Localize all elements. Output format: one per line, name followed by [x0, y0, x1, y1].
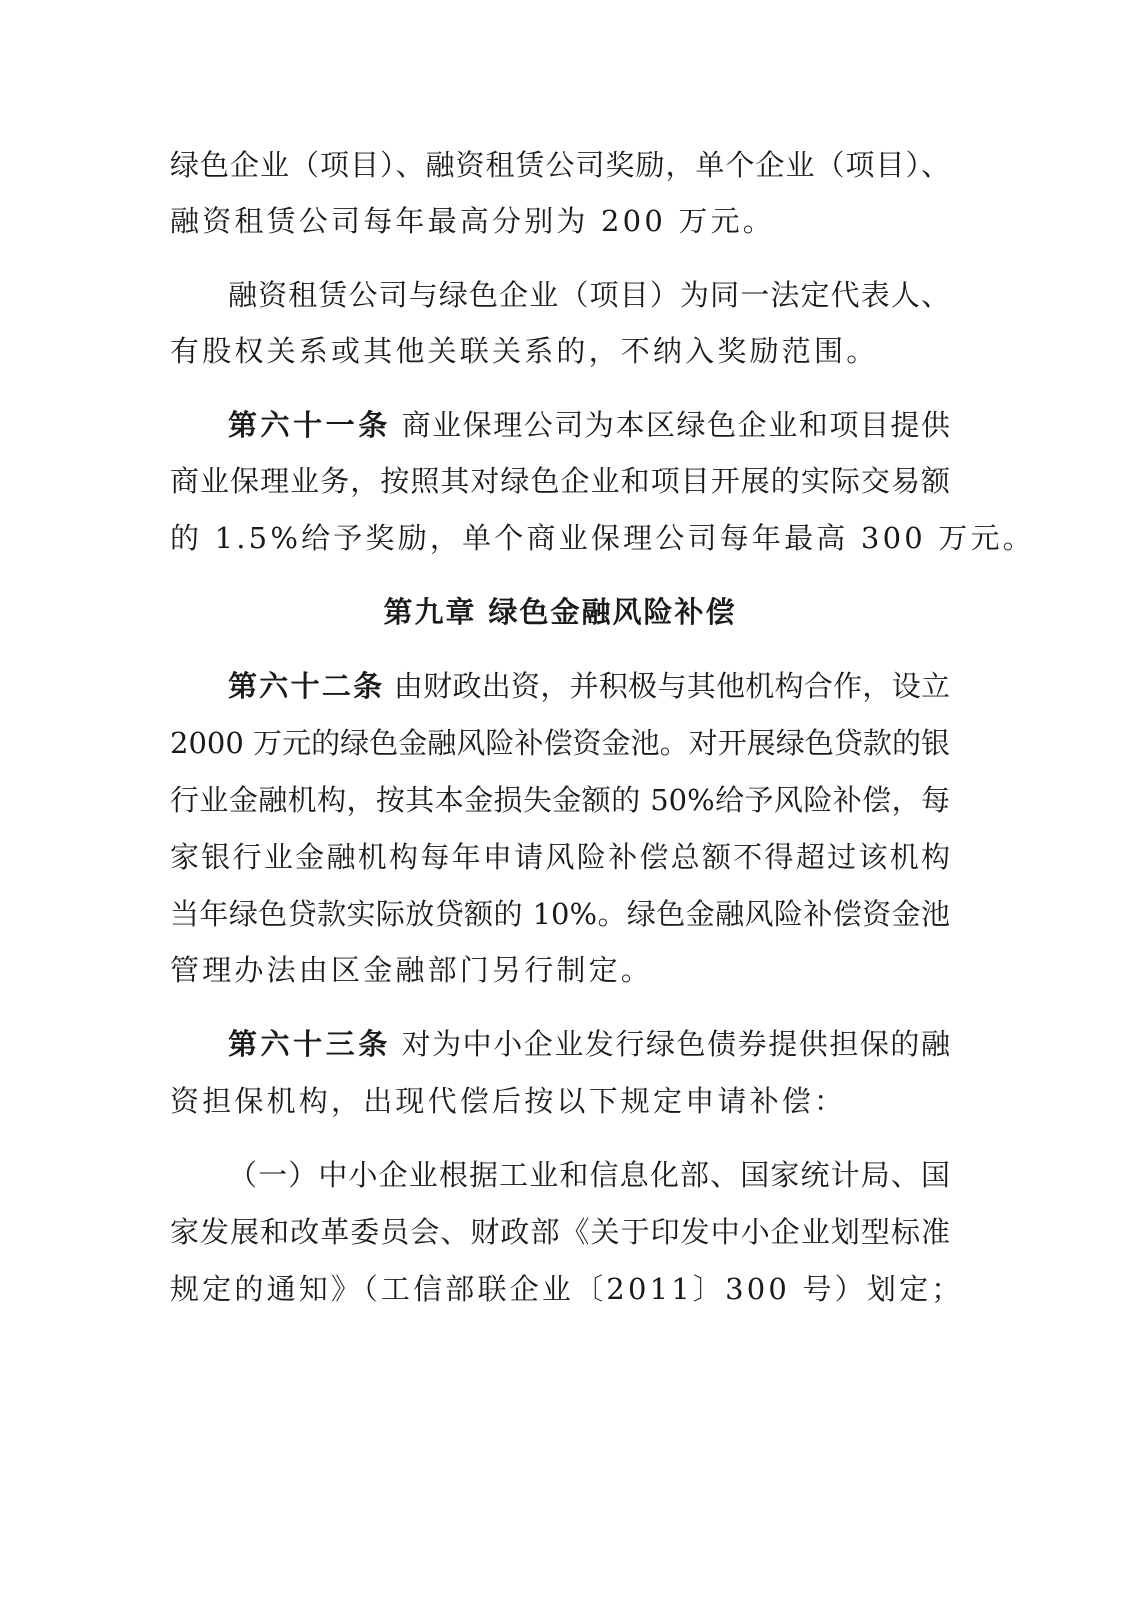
paragraph-text: 由财政出资，并积极与其他机构合作，设立: [393, 669, 950, 703]
paragraph-line: 融资租赁公司与绿色企业（项目）为同一法定代表人、: [228, 278, 950, 312]
paragraph-line: 家银行业金融机构每年申请风险补偿总额不得超过该机构: [170, 840, 950, 874]
paragraph-line: 当年绿色贷款实际放贷额的 10%。绿色金融风险补偿资金池: [170, 897, 950, 931]
article-62-label: 第六十二条: [228, 669, 385, 703]
article-62-first-line: [170, 666, 950, 706]
paragraph-line: 有股权关系或其他关联关系的，不纳入奖励范围。: [170, 334, 879, 368]
paragraph-line: 的 1.5%给予奖励，单个商业保理公司每年最高 300 万元。: [170, 521, 1035, 555]
article-63-first-line: [170, 1024, 950, 1064]
paragraph-line: 行业金融机构，按其本金损失金额的 50%给予风险补偿，每: [170, 783, 950, 817]
paragraph-line: 资担保机构，出现代偿后按以下规定申请补偿：: [170, 1084, 847, 1118]
paragraph-text: 商业保理公司为本区绿色企业和项目提供: [401, 408, 950, 442]
article-61-first-line: [170, 405, 950, 445]
paragraph-line: 规定的通知》（工信部联企业〔2011〕300 号）划定；: [170, 1272, 964, 1306]
article-63-label: 第六十三条: [228, 1027, 391, 1061]
paragraph-line: 管理办法由区金融部门另行制定。: [170, 953, 654, 987]
paragraph-line: 融资租赁公司每年最高分别为 200 万元。: [170, 204, 775, 238]
paragraph-text: 对为中小企业发行绿色债券提供担保的融: [401, 1027, 950, 1061]
paragraph-line: 家发展和改革委员会、财政部《关于印发中小企业划型标准: [170, 1215, 950, 1249]
paragraph-line: 商业保理业务，按照其对绿色企业和项目开展的实际交易额: [170, 464, 950, 498]
paragraph-line: 绿色企业（项目）、融资租赁公司奖励，单个企业（项目）、: [170, 148, 950, 182]
paragraph-line: 2000 万元的绿色金融风险补偿资金池。对开展绿色贷款的银: [170, 726, 950, 760]
paragraph-line: （一）中小企业根据工业和信息化部、国家统计局、国: [228, 1158, 950, 1192]
article-61-label: 第六十一条: [228, 408, 391, 442]
chapter-heading: 第九章 绿色金融风险补偿: [383, 595, 737, 629]
